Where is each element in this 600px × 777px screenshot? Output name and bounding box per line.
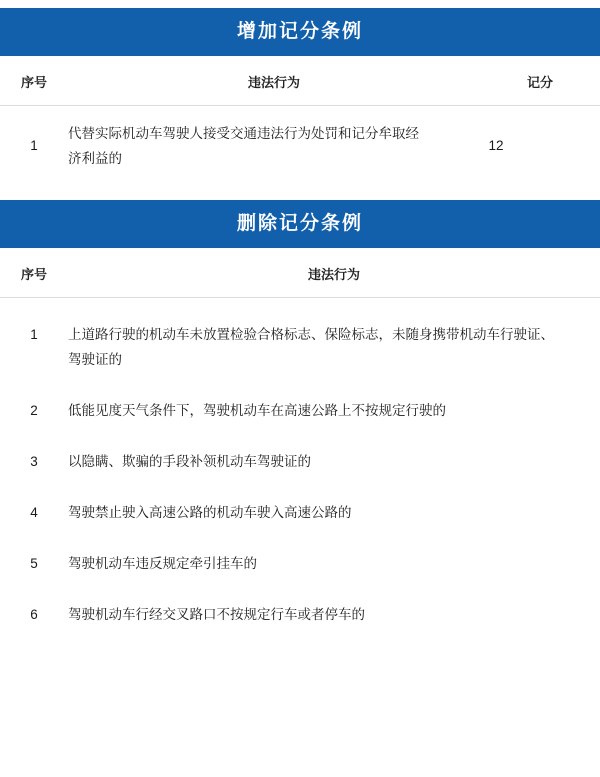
row-points: 12: [488, 138, 504, 154]
row-action: 以隐瞒、欺骗的手段补领机动车驾驶证的: [68, 453, 311, 469]
section-added-points: [0, 8, 600, 190]
section-title-removed: 删除记分条例: [0, 200, 600, 248]
table-row: [0, 590, 600, 641]
row-no: 6: [30, 606, 38, 622]
section-removed-points: [0, 200, 600, 641]
section-gap: [0, 190, 600, 200]
table-row: [0, 310, 600, 386]
row-action: 驾驶机动车违反规定牵引挂车的: [68, 555, 257, 571]
row-no: 5: [30, 555, 38, 571]
row-no: 4: [30, 504, 38, 520]
row-no: 3: [30, 453, 38, 469]
row-action: 驾驶禁止驶入高速公路的机动车驶入高速公路的: [68, 504, 352, 520]
row-action: 驾驶机动车行经交叉路口不按规定行车或者停车的: [68, 606, 365, 622]
row-action: 代替实际机动车驾驶人接受交通违法行为处罚和记分牟取经济利益的: [68, 126, 419, 166]
added-rows-body: [0, 106, 600, 190]
column-header-action: 违法行为: [247, 75, 300, 90]
column-header-action: 违法行为: [307, 266, 360, 282]
table-row: [0, 386, 600, 437]
table-row: [0, 106, 600, 190]
column-header-no: 序号: [20, 75, 47, 90]
top-spacer: [0, 0, 600, 8]
section-title-added: 增加记分条例: [0, 8, 600, 56]
table-row: [0, 488, 600, 539]
removed-rows-body: [0, 310, 600, 641]
column-header-added: [0, 56, 600, 106]
row-action: 低能见度天气条件下，驾驶机动车在高速公路上不按规定行驶的: [68, 402, 446, 418]
row-action: 上道路行驶的机动车未放置检验合格标志、保险标志，未随身携带机动车行驶证、驾驶证的: [68, 326, 554, 367]
row-no: 2: [30, 402, 38, 418]
table-row: [0, 437, 600, 488]
row-no: 1: [30, 326, 38, 342]
column-header-removed: [0, 248, 600, 298]
column-header-points: 记分: [526, 75, 553, 90]
column-header-no: 序号: [20, 266, 47, 282]
table-row: [0, 539, 600, 590]
header-gap: [0, 298, 600, 310]
row-no: 1: [30, 138, 38, 154]
